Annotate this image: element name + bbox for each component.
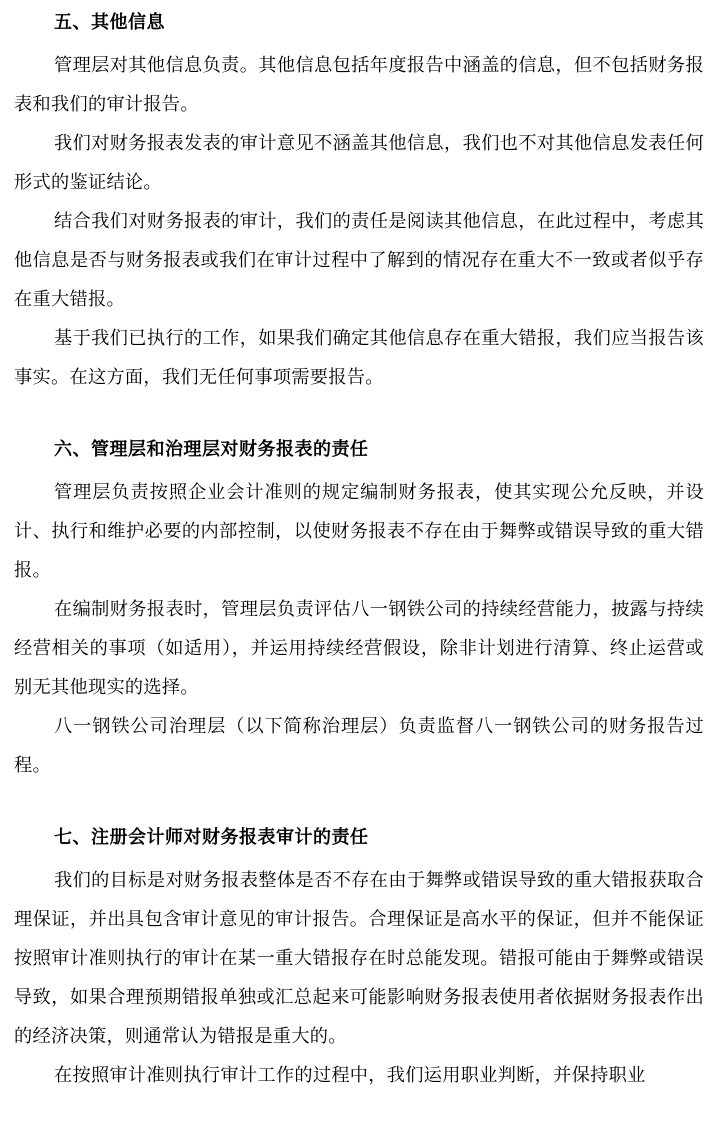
section-heading: 六、管理层和治理层对财务报表的责任 <box>54 439 369 460</box>
paragraph: 我们对财务报表发表的审计意见不涵盖其他信息，我们也不对其他信息发表任何形式的鉴证结论。 <box>14 133 704 193</box>
section-heading: 七、注册会计师对财务报表审计的责任 <box>54 827 369 848</box>
paragraph: 在编制财务报表时，管理层负责评估八一钢铁公司的持续经营能力，披露与持续经营相关的事项（如适用），并运用持续经营假设，除非计划进行清算、终止运营或别无其他现实的选择。 <box>14 599 704 698</box>
section-heading: 五、其他信息 <box>54 12 165 33</box>
paragraph: 在按照审计准则执行审计工作的过程中，我们运用职业判断，并保持职业 <box>54 1065 646 1086</box>
section-other-information <box>14 8 704 397</box>
section-spacer <box>14 785 704 823</box>
paragraph: 基于我们已执行的工作，如果我们确定其他信息存在重大错报，我们应当报告该事实。在这方面，我们无任何事项需要报告。 <box>14 328 704 388</box>
section-management-responsibility <box>14 435 704 785</box>
paragraph: 结合我们对财务报表的审计，我们的责任是阅读其他信息，在此过程中，考虑其他信息是否与财务报表或我们在审计过程中了解到的情况存在重大不一致或者似乎存在重大错报。 <box>14 211 704 310</box>
document-page <box>14 8 704 1095</box>
section-auditor-responsibility <box>14 823 704 1095</box>
paragraph: 八一钢铁公司治理层（以下简称治理层）负责监督八一钢铁公司的财务报告过程。 <box>14 716 704 776</box>
paragraph: 管理层负责按照企业会计准则的规定编制财务报表，使其实现公允反映，并设计、执行和维护必要的内部控制，以使财务报表不存在由于舞弊或错误导致的重大错报。 <box>14 482 704 581</box>
paragraph: 管理层对其他信息负责。其他信息包括年度报告中涵盖的信息，但不包括财务报表和我们的审计报告。 <box>14 55 704 115</box>
paragraph: 我们的目标是对财务报表整体是否不存在由于舞弊或错误导致的重大错报获取合理保证，并出具包含审计意见的审计报告。合理保证是高水平的保证，但并不能保证按照审计准则执行的审计在某一重大错报存在时总能发现。错报可能由于舞弊或错误导致，如果合理预期错报单独或汇总起来可能影响财务报表使用者依据财务报表作出的经济决策，则通常认为错报是重大的。 <box>14 870 704 1047</box>
section-spacer <box>14 397 704 435</box>
